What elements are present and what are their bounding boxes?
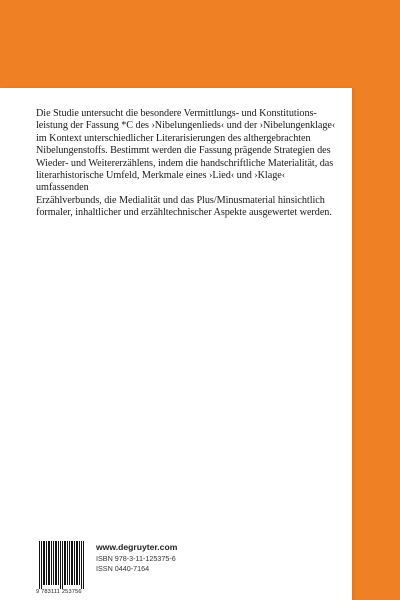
issn-number: ISSN 0440-7164 (96, 563, 150, 573)
barcode-icon (36, 541, 88, 589)
isbn-barcode (36, 541, 88, 598)
publisher-website: www.degruyter.com (96, 542, 178, 552)
book-description: Die Studie untersucht die besondere Vermittlungs- und Konstitutions- leistung der Fassung *C des ›Nibelungenlieds‹ und der ›Nibelungenklage‹ im Kontext unterschiedlicher Literarisierungen des althergebrachten Nibelungenstoffs. Bestimmt werden die Fassung prägende Strategien des Wieder- und Weitererzählens, indem die handschriftliche Materialität, das literarhistorische Umfeld, Merkmale eines ›Lied‹ und ›Klage‹ umfassenden Erzählverbunds, die Medialität und das Plus/Minusmaterial hinsichtlich formaler, inhaltlicher und erzähltechnischer Aspekte ausgewertet werden. (36, 108, 336, 219)
publisher-info (96, 542, 296, 573)
barcode-number: 9 783111 253756 (36, 589, 82, 595)
isbn-number: ISBN 978-3-11-125375-6 (96, 554, 176, 563)
